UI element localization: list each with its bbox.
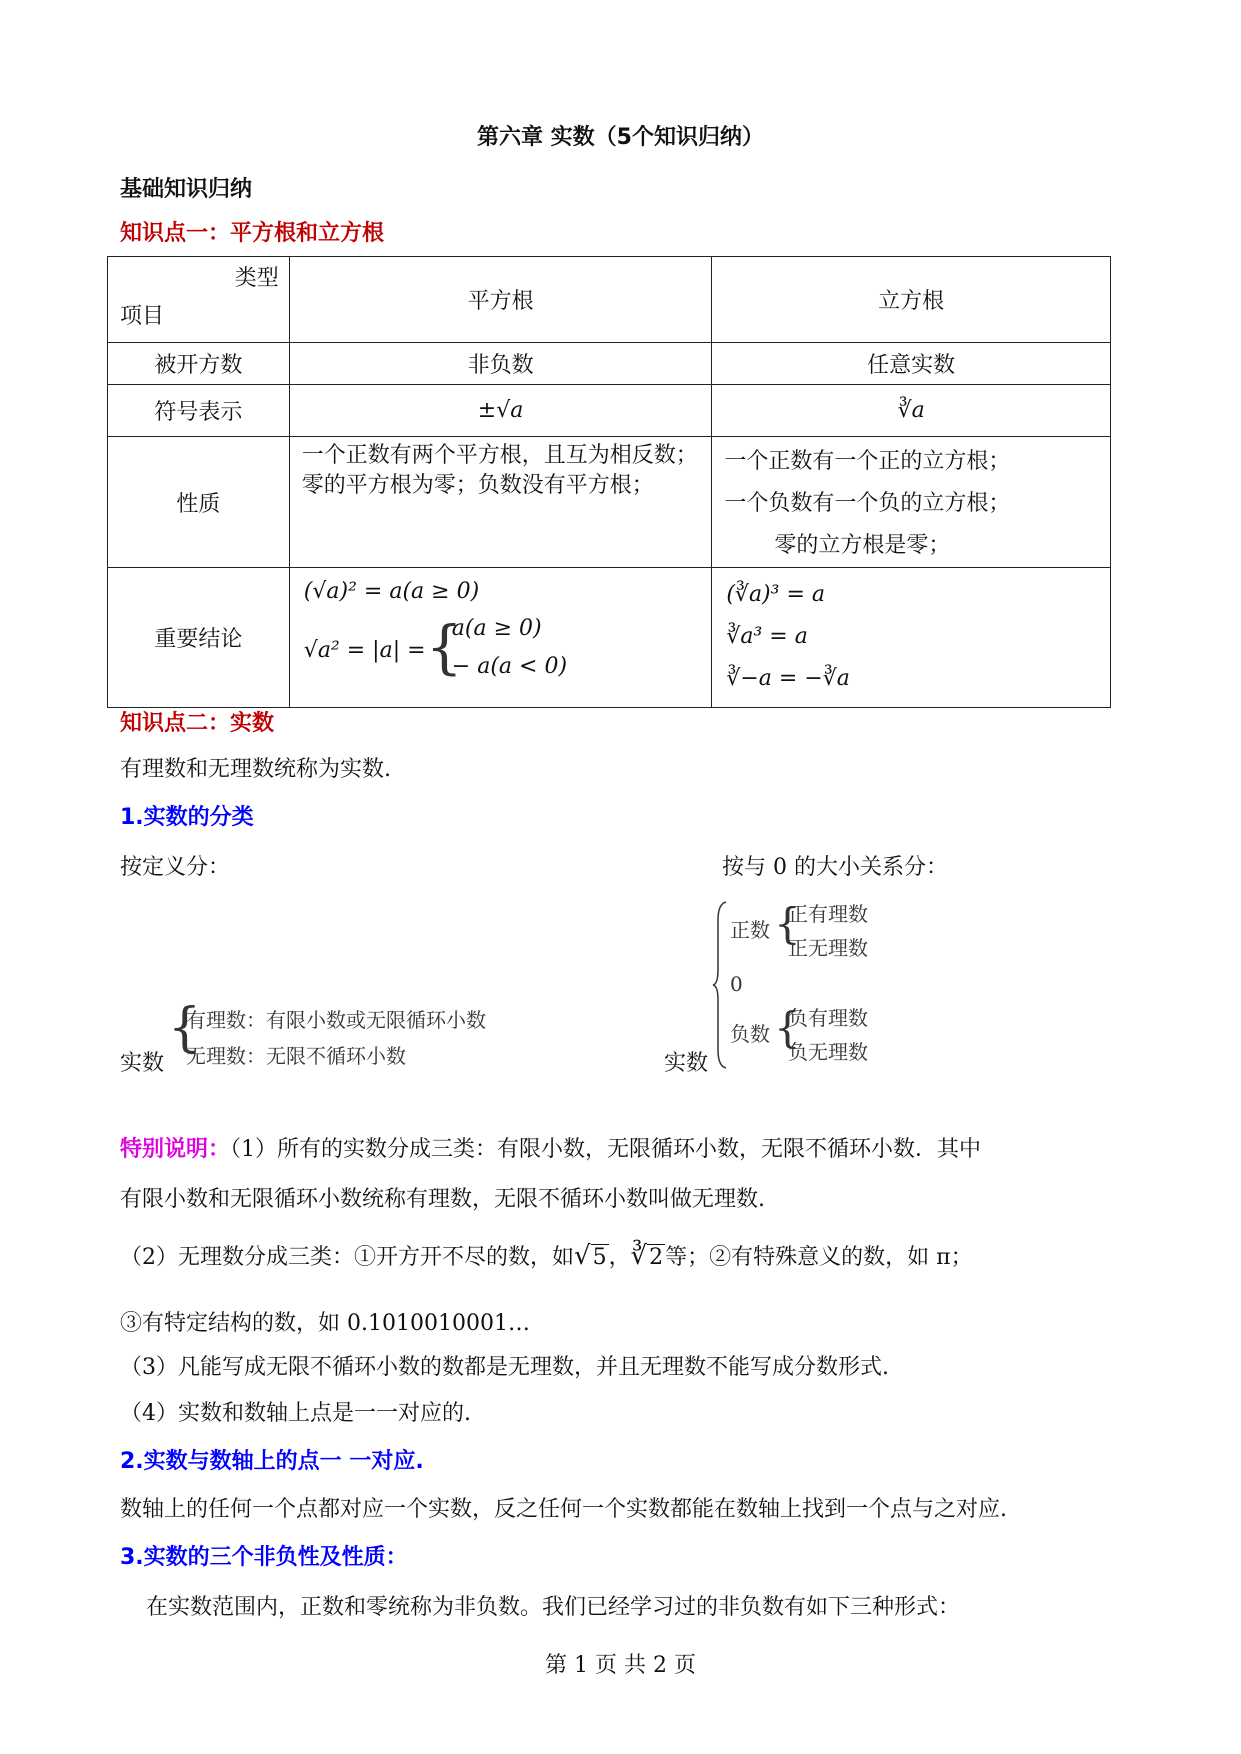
table-row xyxy=(108,437,1111,568)
cell-value: 任意实数 xyxy=(712,343,1111,385)
formula-text: ∛−a = −∛a xyxy=(726,666,850,691)
left-brace: { xyxy=(425,613,463,681)
classification-label: 按定义分： xyxy=(120,855,231,880)
note-line: （3）凡能写成无限不循环小数的数都是无理数，并且无理数不能写成分数形式. xyxy=(120,1355,889,1380)
cell-line: 一个正数有一个正的立方根； xyxy=(724,449,1011,474)
tree-item: 正无理数 xyxy=(788,936,868,960)
note-line: （4）实数和数轴上点是一一对应的. xyxy=(120,1401,471,1426)
paragraph: 数轴上的任何一个点都对应一个实数，反之任何一个实数都能在数轴上找到一个点与之对应. xyxy=(120,1497,1007,1522)
corner-item-label: 项目 xyxy=(120,304,165,329)
table-corner-cell xyxy=(108,257,290,343)
table-header-row xyxy=(108,257,1111,343)
formula-text: √a² = |a| = xyxy=(303,638,426,663)
cell-text: 一个正数有两个平方根，且互为相反数；零的平方根为零；负数没有平方根； xyxy=(289,437,712,568)
table-row xyxy=(108,385,1111,437)
formula-text: ∛a xyxy=(897,398,925,423)
tree-root: 实数 xyxy=(120,1051,165,1076)
row-label: 重要结论 xyxy=(108,568,290,708)
radicand: 5 xyxy=(592,1245,607,1270)
subsection-heading: 2.实数与数轴上的点一 一对应. xyxy=(120,1449,424,1474)
note-line xyxy=(120,1132,981,1163)
left-brace: { xyxy=(774,899,801,948)
note-line: 有限小数和无限循环小数统称有理数，无限不循环小数叫做无理数. xyxy=(120,1187,765,1212)
cell-formula xyxy=(712,385,1111,437)
row-label: 性质 xyxy=(108,437,290,568)
col-header-square-root: 平方根 xyxy=(289,257,712,343)
page-title: 第六章 实数（5个知识归纳） xyxy=(477,125,764,150)
formula-text: ∛a³ = a xyxy=(726,624,808,649)
cell-line: 零的立方根是零； xyxy=(774,533,951,558)
sqrt-sign: √ xyxy=(574,1241,591,1271)
tree-node: 正数 xyxy=(730,918,770,942)
piecewise-formula xyxy=(304,610,704,700)
tree-item: 负有理数 xyxy=(788,1006,868,1030)
tree-item: 有理数：有限小数或无限循环小数 xyxy=(186,1008,486,1032)
corner-type-label: 类型 xyxy=(234,266,279,291)
table-row xyxy=(108,568,1111,708)
tree-item: 无理数：无限不循环小数 xyxy=(186,1044,406,1068)
tree-item: 正有理数 xyxy=(788,902,868,926)
subsection-heading: 3.实数的三个非负性及性质： xyxy=(120,1545,408,1570)
definition-text: 有理数和无理数统称为实数. xyxy=(120,757,391,782)
note-text: 等；②有特殊意义的数，如 π； xyxy=(665,1245,973,1270)
cell-formula xyxy=(289,385,712,437)
row-label: 符号表示 xyxy=(108,385,290,437)
cell-formulas xyxy=(712,568,1111,708)
left-brace: { xyxy=(168,998,202,1058)
left-brace: { xyxy=(774,1003,801,1052)
tree-root: 实数 xyxy=(664,1051,709,1076)
cell-value: 非负数 xyxy=(289,343,712,385)
table-row xyxy=(108,343,1111,385)
cell-list xyxy=(712,437,1111,568)
subsection-heading: 1.实数的分类 xyxy=(120,805,254,830)
cell-formulas xyxy=(289,568,712,708)
separator: ， xyxy=(608,1245,631,1270)
formula-text: a(a ≥ 0) xyxy=(451,616,542,641)
note-line xyxy=(120,1240,973,1271)
section-heading: 基础知识归纳 xyxy=(120,177,253,202)
row-label: 被开方数 xyxy=(108,343,290,385)
roots-table xyxy=(107,256,1111,708)
brace-shape xyxy=(712,900,730,1070)
col-header-cube-root: 立方根 xyxy=(712,257,1111,343)
tree-item: 负无理数 xyxy=(788,1040,868,1064)
note-label: 特别说明： xyxy=(120,1137,231,1162)
big-brace xyxy=(712,900,730,1076)
formula-text: − a(a < 0) xyxy=(451,654,568,679)
note-text: （1）所有的实数分成三类：有限小数，无限循环小数，无限不循环小数．其中 xyxy=(230,1137,982,1162)
radicand: 2 xyxy=(649,1245,664,1270)
paragraph: 在实数范围内，正数和零统称为非负数。我们已经学习过的非负数有如下三种形式： xyxy=(146,1595,961,1620)
knowledge-point-1-heading: 知识点一：平方根和立方根 xyxy=(120,221,385,246)
formula-text: ±√a xyxy=(477,398,524,423)
note-line: ③有特定结构的数，如 0.1010010001… xyxy=(120,1311,530,1336)
tree-node: 负数 xyxy=(730,1022,770,1046)
cbrt-sign: ∛ xyxy=(630,1241,648,1271)
formula-text: (∛a)³ = a xyxy=(726,582,825,607)
note-text: （2）无理数分成三类：①开方开不尽的数，如 xyxy=(120,1245,574,1270)
tree-node: 0 xyxy=(730,972,743,996)
classification-label: 按与 0 的大小关系分： xyxy=(722,855,948,880)
formula-text: (√a)² = a(a ≥ 0) xyxy=(303,579,480,604)
knowledge-point-2-heading: 知识点二：实数 xyxy=(120,711,275,736)
cell-line: 一个负数有一个负的立方根； xyxy=(724,491,1011,516)
page-footer: 第 1 页 共 2 页 xyxy=(545,1653,696,1678)
